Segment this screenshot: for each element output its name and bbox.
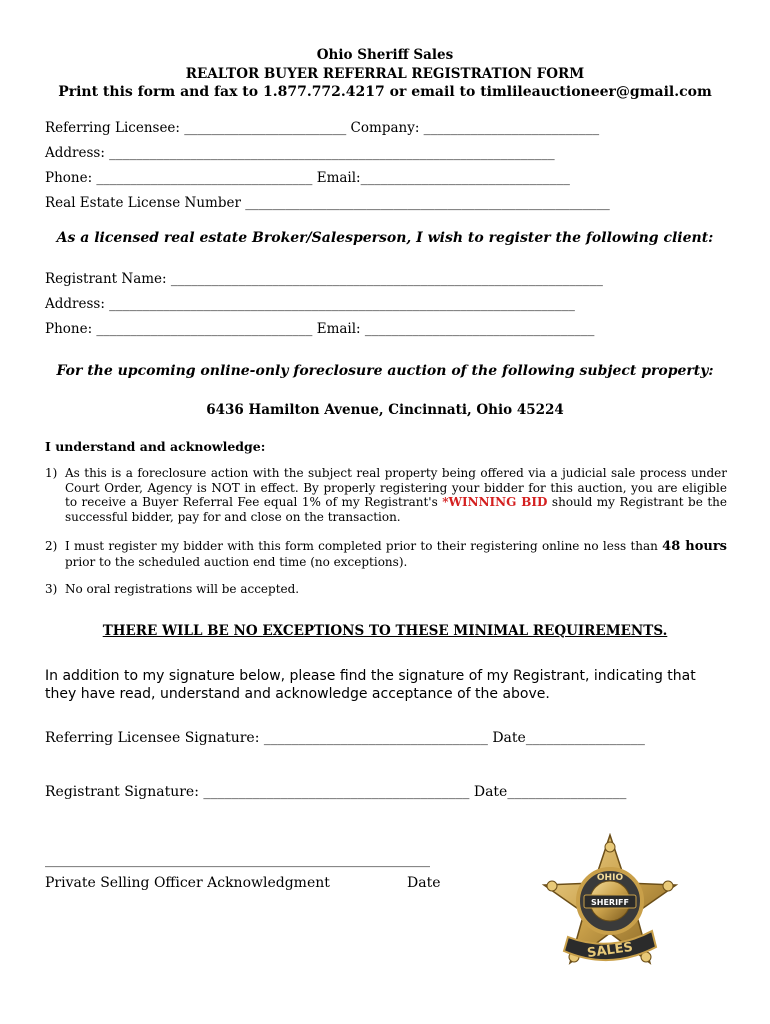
registrant-name-field[interactable]: Registrant Name: ________________________________________________________________ bbox=[45, 271, 603, 287]
registrant-address-field[interactable]: Address: _____________________________________________________________________ bbox=[45, 296, 575, 312]
property-heading: For the upcoming online-only foreclosure auction of the following subject property: bbox=[56, 363, 714, 379]
hours-highlight: 48 hours bbox=[662, 539, 727, 554]
star-tip-ball bbox=[605, 842, 615, 852]
item-text-part: As this is a foreclosure action with the subject real property being offered via a judicial sale process under Court Order, Agency is NOT in effect. By properly registering your bidder for this auction, you are eligible to receive a Buyer Referral Fee equal 1% of my Registrant's bbox=[65, 466, 727, 509]
star-tip-ball bbox=[547, 881, 557, 891]
referring-licensee-field[interactable]: Referring Licensee: ________________________ Company: __________________________ bbox=[45, 120, 600, 136]
list-item bbox=[45, 539, 727, 569]
license-number-field[interactable]: Real Estate License Number ______________________________________________________ bbox=[45, 195, 610, 211]
item-text-part: I must register my bidder with this form completed prior to their registering online no less than bbox=[65, 539, 663, 553]
fax-email-instructions: Print this form and fax to 1.877.772.4217 or email to timlileauctioneer@gmail.com bbox=[58, 84, 712, 100]
referrer-address-field[interactable]: Address: __________________________________________________________________ bbox=[45, 145, 555, 161]
referrer-phone-email-field[interactable]: Phone: ________________________________ Email:_______________________________ bbox=[45, 170, 570, 186]
property-address: 6436 Hamilton Avenue, Cincinnati, Ohio 45224 bbox=[206, 402, 564, 418]
star-tip-ball bbox=[663, 881, 673, 891]
winning-bid-highlight: *WINNING BID bbox=[442, 495, 548, 509]
item-number: 2) bbox=[45, 539, 58, 553]
list-item bbox=[45, 582, 727, 598]
sheriff-badge-logo bbox=[540, 833, 680, 983]
badge-bottom-text: SALES bbox=[586, 939, 634, 962]
officer-acknowledgment-label: Private Selling Officer Acknowledgment bbox=[45, 875, 330, 891]
form-org-title: Ohio Sheriff Sales bbox=[316, 47, 454, 63]
item-text bbox=[65, 466, 727, 524]
officer-date-label: Date bbox=[407, 875, 441, 891]
badge-middle-text: SHERIFF bbox=[591, 898, 629, 907]
licensee-signature-line[interactable]: Referring Licensee Signature: ________________________________ Date_________________ bbox=[45, 730, 645, 746]
acknowledge-heading: I understand and acknowledge: bbox=[45, 439, 266, 454]
item-number: 3) bbox=[45, 582, 58, 596]
list-item bbox=[45, 466, 727, 526]
item-text-part: prior to the scheduled auction end time (no exceptions). bbox=[65, 554, 408, 569]
registrant-phone-email-field[interactable]: Phone: ________________________________ Email: __________________________________ bbox=[45, 321, 595, 337]
item-number: 1) bbox=[45, 466, 58, 480]
exceptions-notice: THERE WILL BE NO EXCEPTIONS TO THESE MINIMAL REQUIREMENTS. bbox=[102, 623, 668, 639]
badge-top-text: OHIO bbox=[596, 873, 624, 883]
registrant-signature-line[interactable]: Registrant Signature: ______________________________________ Date_________________ bbox=[45, 784, 627, 800]
item-text: No oral registrations will be accepted. bbox=[65, 582, 300, 596]
signature-paragraph: In addition to my signature below, please find the signature of my Registrant, indicating that they have read, understand and acknowledge acceptance of the above. bbox=[45, 668, 696, 702]
form-title: REALTOR BUYER REFERRAL REGISTRATION FORM bbox=[185, 66, 585, 82]
client-heading: As a licensed real estate Broker/Salesperson, I wish to register the following client: bbox=[56, 230, 714, 246]
item-text bbox=[65, 539, 727, 569]
officer-signature-line[interactable]: _______________________________________________________ bbox=[45, 852, 430, 868]
item-text-part: should my Registrant be the successful bidder, pay for and close on the transaction. bbox=[65, 495, 727, 524]
